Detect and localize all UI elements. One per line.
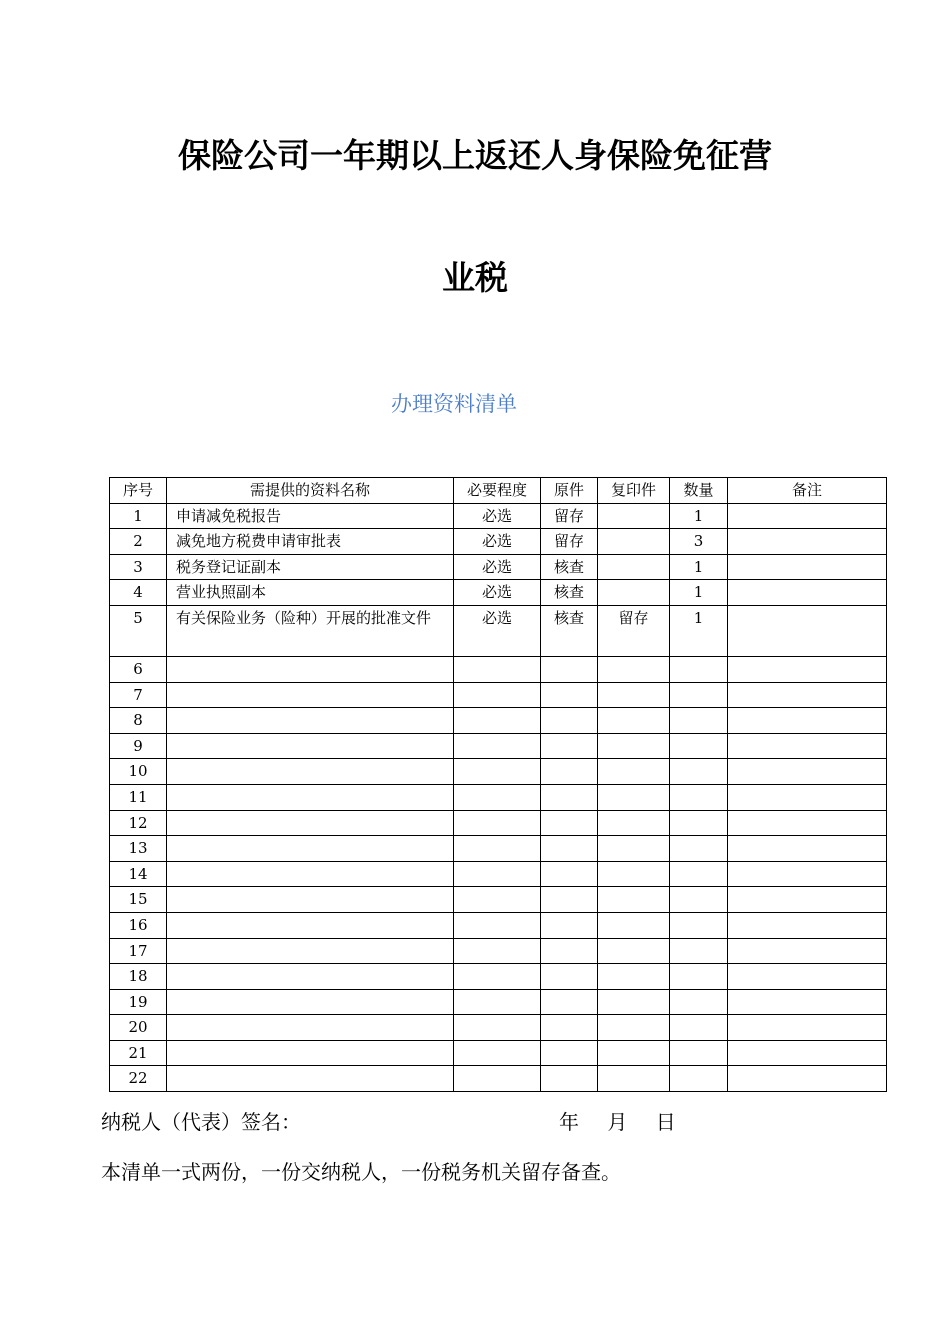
cell-index: 6: [110, 656, 167, 682]
cell-necessity: 必选: [454, 503, 541, 529]
cell-material-name: 减免地方税费申请审批表: [167, 529, 454, 555]
cell-quantity: [670, 964, 728, 990]
table-row: [110, 938, 887, 964]
cell-original: [541, 912, 598, 938]
table-body: [110, 503, 887, 1091]
cell-remarks: [728, 682, 887, 708]
cell-necessity: [454, 1015, 541, 1041]
cell-original: 核查: [541, 605, 598, 656]
signature-label: 纳税人（代表）签名：: [101, 1110, 301, 1134]
header-material-name: 需提供的资料名称: [167, 478, 454, 504]
cell-material-name: [167, 733, 454, 759]
document-title-line2: 业税: [442, 258, 508, 297]
cell-remarks: [728, 964, 887, 990]
cell-remarks: [728, 554, 887, 580]
cell-index: 8: [110, 708, 167, 734]
cell-necessity: [454, 964, 541, 990]
cell-quantity: [670, 656, 728, 682]
cell-remarks: [728, 887, 887, 913]
cell-necessity: [454, 912, 541, 938]
cell-material-name: [167, 656, 454, 682]
cell-index: 5: [110, 605, 167, 656]
cell-original: [541, 938, 598, 964]
cell-copy: [598, 503, 670, 529]
cell-quantity: [670, 836, 728, 862]
cell-index: 7: [110, 682, 167, 708]
cell-quantity: 3: [670, 529, 728, 555]
cell-material-name: [167, 861, 454, 887]
cell-quantity: 1: [670, 554, 728, 580]
cell-necessity: [454, 759, 541, 785]
cell-necessity: [454, 887, 541, 913]
cell-index: 21: [110, 1040, 167, 1066]
table-row: [110, 759, 887, 785]
cell-material-name: [167, 784, 454, 810]
cell-original: 核查: [541, 580, 598, 606]
date-label: 年 月 日: [559, 1110, 676, 1134]
cell-necessity: [454, 1040, 541, 1066]
cell-material-name: [167, 964, 454, 990]
cell-remarks: [728, 938, 887, 964]
header-original: 原件: [541, 478, 598, 504]
cell-quantity: [670, 708, 728, 734]
cell-copy: [598, 1015, 670, 1041]
cell-quantity: [670, 1015, 728, 1041]
cell-material-name: [167, 759, 454, 785]
table-row: [110, 656, 887, 682]
header-quantity: 数量: [670, 478, 728, 504]
table-row: [110, 1015, 887, 1041]
table-row: [110, 964, 887, 990]
footer-note: 本清单一式两份，一份交纳税人，一份税务机关留存备查。: [101, 1160, 621, 1184]
cell-material-name: 有关保险业务（险种）开展的批准文件: [167, 605, 454, 656]
cell-copy: [598, 810, 670, 836]
cell-quantity: [670, 912, 728, 938]
cell-necessity: [454, 810, 541, 836]
cell-remarks: [728, 605, 887, 656]
table-row: [110, 1040, 887, 1066]
cell-material-name: 税务登记证副本: [167, 554, 454, 580]
cell-remarks: [728, 912, 887, 938]
cell-copy: [598, 708, 670, 734]
cell-original: [541, 1040, 598, 1066]
cell-copy: [598, 836, 670, 862]
cell-original: [541, 810, 598, 836]
cell-original: 留存: [541, 503, 598, 529]
cell-copy: [598, 759, 670, 785]
cell-copy: [598, 733, 670, 759]
table-row: [110, 1066, 887, 1092]
cell-original: [541, 836, 598, 862]
cell-quantity: [670, 759, 728, 785]
cell-necessity: 必选: [454, 554, 541, 580]
cell-copy: [598, 912, 670, 938]
cell-index: 22: [110, 1066, 167, 1092]
cell-index: 17: [110, 938, 167, 964]
cell-copy: [598, 784, 670, 810]
cell-index: 15: [110, 887, 167, 913]
cell-quantity: [670, 938, 728, 964]
cell-material-name: [167, 938, 454, 964]
document-subtitle: 办理资料清单: [391, 392, 517, 416]
cell-index: 19: [110, 989, 167, 1015]
cell-necessity: [454, 1066, 541, 1092]
cell-original: [541, 784, 598, 810]
cell-material-name: [167, 836, 454, 862]
cell-copy: [598, 580, 670, 606]
table-row: [110, 554, 887, 580]
cell-remarks: [728, 708, 887, 734]
cell-index: 9: [110, 733, 167, 759]
cell-original: [541, 1015, 598, 1041]
cell-copy: [598, 1066, 670, 1092]
cell-quantity: [670, 733, 728, 759]
cell-index: 18: [110, 964, 167, 990]
cell-material-name: [167, 682, 454, 708]
table-row: [110, 989, 887, 1015]
cell-quantity: [670, 1066, 728, 1092]
cell-material-name: [167, 1066, 454, 1092]
cell-index: 3: [110, 554, 167, 580]
cell-index: 4: [110, 580, 167, 606]
document-title-line1: 保险公司一年期以上返还人身保险免征营: [178, 136, 772, 175]
cell-necessity: [454, 836, 541, 862]
cell-quantity: [670, 682, 728, 708]
cell-original: 留存: [541, 529, 598, 555]
cell-copy: [598, 1040, 670, 1066]
cell-material-name: 申请减免税报告: [167, 503, 454, 529]
cell-index: 1: [110, 503, 167, 529]
cell-index: 20: [110, 1015, 167, 1041]
cell-remarks: [728, 861, 887, 887]
cell-necessity: [454, 682, 541, 708]
cell-copy: [598, 989, 670, 1015]
cell-quantity: [670, 989, 728, 1015]
cell-material-name: 营业执照副本: [167, 580, 454, 606]
cell-original: [541, 708, 598, 734]
cell-copy: [598, 887, 670, 913]
cell-material-name: [167, 1015, 454, 1041]
cell-remarks: [728, 810, 887, 836]
cell-necessity: 必选: [454, 605, 541, 656]
cell-copy: [598, 964, 670, 990]
cell-original: [541, 887, 598, 913]
cell-quantity: [670, 810, 728, 836]
cell-necessity: 必选: [454, 580, 541, 606]
cell-original: 核查: [541, 554, 598, 580]
cell-necessity: [454, 989, 541, 1015]
cell-necessity: [454, 861, 541, 887]
cell-remarks: [728, 759, 887, 785]
cell-index: 16: [110, 912, 167, 938]
cell-remarks: [728, 784, 887, 810]
cell-remarks: [728, 529, 887, 555]
cell-necessity: [454, 733, 541, 759]
cell-material-name: [167, 887, 454, 913]
cell-copy: [598, 529, 670, 555]
table-row: [110, 580, 887, 606]
cell-remarks: [728, 836, 887, 862]
cell-material-name: [167, 810, 454, 836]
cell-quantity: 1: [670, 605, 728, 656]
cell-quantity: [670, 784, 728, 810]
cell-material-name: [167, 912, 454, 938]
cell-necessity: 必选: [454, 529, 541, 555]
cell-material-name: [167, 708, 454, 734]
table-header-row: [110, 478, 887, 504]
table-row: [110, 503, 887, 529]
cell-index: 11: [110, 784, 167, 810]
cell-index: 2: [110, 529, 167, 555]
cell-necessity: [454, 938, 541, 964]
cell-copy: [598, 656, 670, 682]
cell-original: [541, 733, 598, 759]
cell-copy: [598, 554, 670, 580]
table-row: [110, 733, 887, 759]
cell-remarks: [728, 656, 887, 682]
cell-original: [541, 861, 598, 887]
cell-copy: [598, 938, 670, 964]
cell-original: [541, 989, 598, 1015]
cell-copy: [598, 861, 670, 887]
cell-remarks: [728, 989, 887, 1015]
cell-index: 14: [110, 861, 167, 887]
header-remarks: 备注: [728, 478, 887, 504]
header-necessity: 必要程度: [454, 478, 541, 504]
header-copy: 复印件: [598, 478, 670, 504]
table-row: [110, 810, 887, 836]
cell-material-name: [167, 1040, 454, 1066]
cell-remarks: [728, 503, 887, 529]
cell-necessity: [454, 656, 541, 682]
cell-copy: [598, 682, 670, 708]
cell-quantity: 1: [670, 503, 728, 529]
table-row: [110, 784, 887, 810]
cell-original: [541, 759, 598, 785]
cell-original: [541, 682, 598, 708]
cell-original: [541, 964, 598, 990]
cell-remarks: [728, 1040, 887, 1066]
table-row: [110, 836, 887, 862]
cell-remarks: [728, 1066, 887, 1092]
cell-quantity: 1: [670, 580, 728, 606]
cell-remarks: [728, 1015, 887, 1041]
cell-index: 10: [110, 759, 167, 785]
table-row: [110, 887, 887, 913]
cell-quantity: [670, 861, 728, 887]
header-index: 序号: [110, 478, 167, 504]
cell-quantity: [670, 1040, 728, 1066]
cell-index: 12: [110, 810, 167, 836]
table-row: [110, 682, 887, 708]
cell-original: [541, 656, 598, 682]
signature-line: [101, 1106, 861, 1135]
cell-copy: 留存: [598, 605, 670, 656]
table-row: [110, 861, 887, 887]
cell-necessity: [454, 784, 541, 810]
cell-material-name: [167, 989, 454, 1015]
table-row: [110, 529, 887, 555]
table-row: [110, 912, 887, 938]
cell-remarks: [728, 733, 887, 759]
table-row: [110, 605, 887, 656]
cell-original: [541, 1066, 598, 1092]
materials-table: [109, 477, 887, 1092]
cell-necessity: [454, 708, 541, 734]
table-row: [110, 708, 887, 734]
cell-remarks: [728, 580, 887, 606]
cell-quantity: [670, 887, 728, 913]
cell-index: 13: [110, 836, 167, 862]
